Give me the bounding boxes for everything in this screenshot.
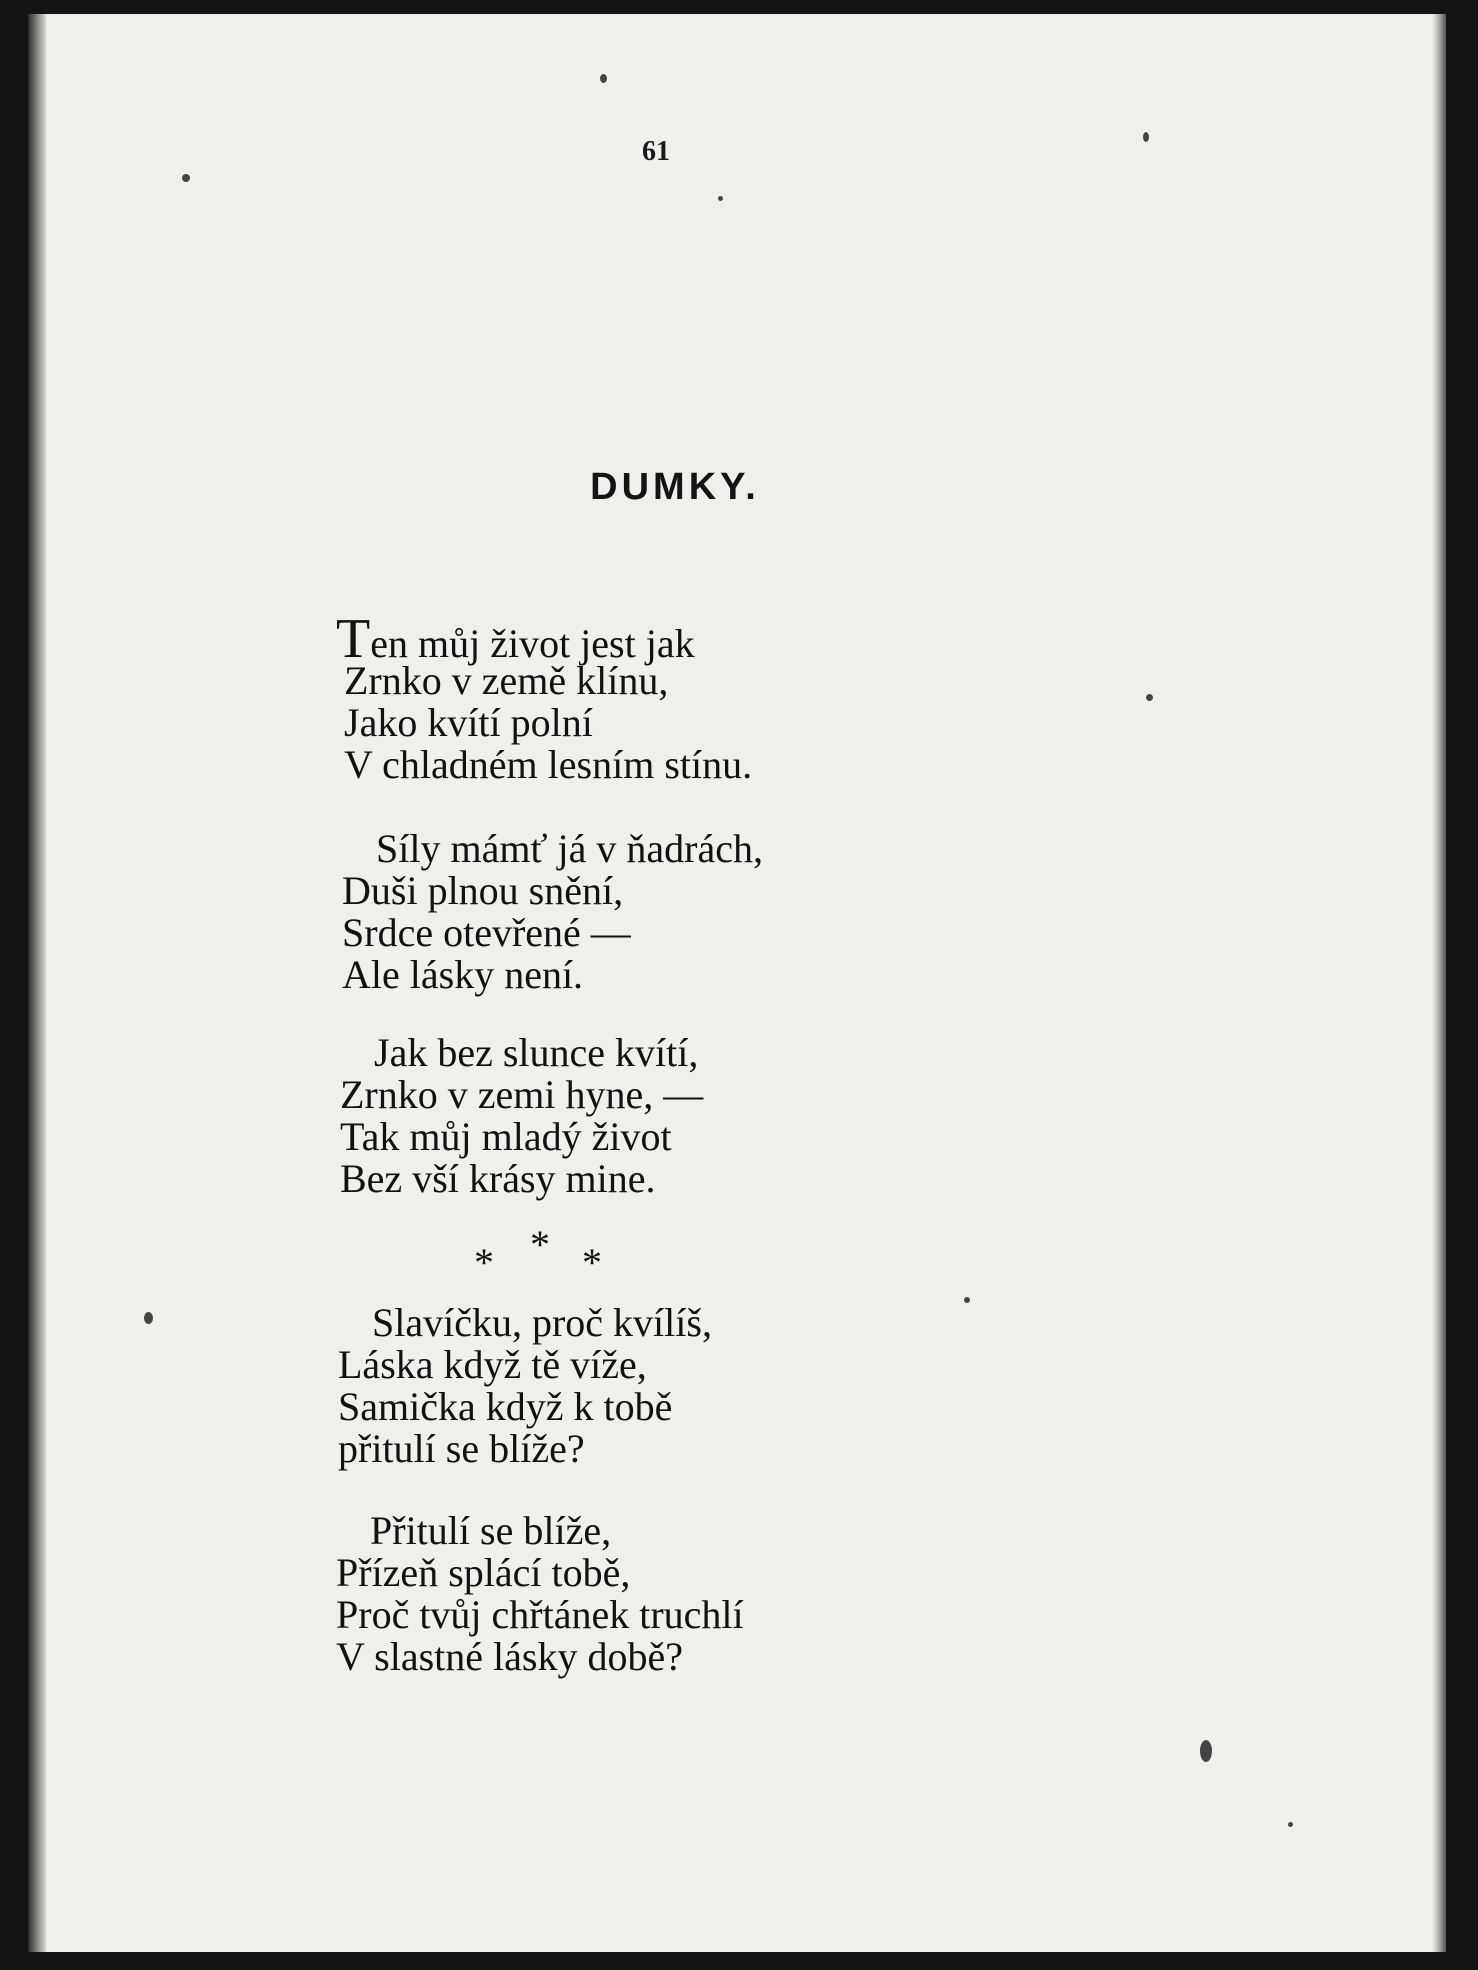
scan-speck <box>964 1297 970 1303</box>
poem-line: přitulí se blíže? <box>338 1426 585 1471</box>
poem-line: V chladném lesním stínu. <box>344 742 753 787</box>
scan-speck <box>1143 132 1149 142</box>
poem-line: V slastné lásky době? <box>336 1634 683 1679</box>
stanza-1 <box>336 608 753 787</box>
poem-line: Proč tvůj chřtánek truchlí <box>336 1592 744 1637</box>
stanza-4 <box>338 1302 712 1470</box>
scan-speck <box>1200 1740 1212 1762</box>
poem-line: Srdce otevřené — <box>342 910 631 955</box>
scan-speck <box>182 174 190 182</box>
poem-line: Jak bez slunce kvítí, <box>374 1030 699 1075</box>
stanza-2 <box>342 828 763 996</box>
poem-line: Duši plnou snění, <box>342 868 624 913</box>
scan-speck <box>718 196 723 201</box>
page-gutter-shadow <box>28 14 46 1952</box>
poem-line: Zrnko v zemi hyne, — <box>340 1072 704 1117</box>
poem-line: Ale lásky není. <box>342 952 584 997</box>
page-title: DUMKY. <box>590 466 760 508</box>
poem-line: Přízeň splácí tobě, <box>336 1550 631 1595</box>
scan-speck <box>1146 694 1153 701</box>
scan-speck <box>600 74 607 83</box>
poem-line: Slavíčku, proč kvílíš, <box>372 1300 712 1345</box>
poem-line: Bez vší krásy mine. <box>340 1156 656 1201</box>
stanza-5 <box>336 1510 744 1678</box>
separator-asterisk-top: * <box>530 1222 550 1267</box>
poem-line: Tak můj mladý život <box>340 1114 672 1159</box>
poem-line: Láska když tě víže, <box>338 1342 647 1387</box>
poem-line: Zrnko v země klínu, <box>344 658 669 703</box>
page-right-edge-shadow <box>1432 14 1446 1952</box>
scan-speck <box>144 1312 153 1324</box>
dropcap-letter: T <box>336 608 371 670</box>
poem-line-text: en můj život jest jak <box>370 621 695 666</box>
scan-speck <box>1288 1822 1293 1827</box>
poem-line <box>336 608 752 670</box>
book-page <box>28 14 1446 1952</box>
separator-asterisk-right: * <box>582 1240 602 1285</box>
poem-line: Síly mámť já v ňadrách, <box>376 826 763 871</box>
stanza-3 <box>340 1032 703 1200</box>
separator-asterisk-left: * <box>474 1240 494 1285</box>
poem-line: Samička když k tobě <box>338 1384 673 1429</box>
poem-line: Přitulí se blíže, <box>370 1508 612 1553</box>
poem-line: Jako kvítí polní <box>344 700 593 745</box>
page-number: 61 <box>642 136 670 167</box>
